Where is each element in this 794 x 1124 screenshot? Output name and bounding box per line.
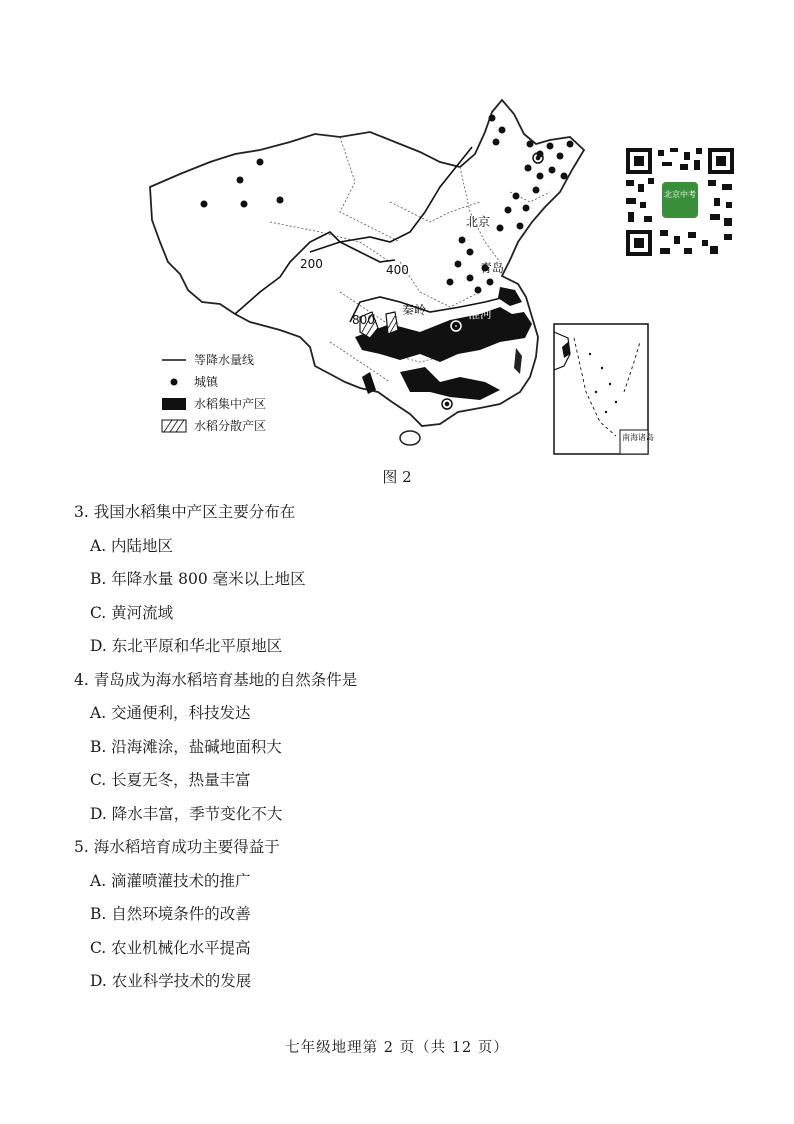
- option-b: B. 沿海滩涂，盐碱地面积大: [90, 737, 282, 756]
- legend-concentrated-swatch: [162, 398, 186, 410]
- qr-badge-text: 北京中考: [664, 190, 696, 199]
- legend-isohyet-label: 等降水量线: [194, 353, 255, 367]
- place-label-qinling: 秦岭: [402, 303, 427, 317]
- south-china-sea-inset: [554, 324, 654, 454]
- option-c: C. 长夏无冬，热量丰富: [90, 771, 251, 789]
- figure-caption: 图 2: [382, 468, 412, 486]
- question-stem: 4. 青岛成为海水稻培育基地的自然条件是: [74, 670, 358, 689]
- option-a: A. 交通便利，科技发达: [90, 704, 251, 722]
- qr-code: [624, 146, 736, 258]
- legend-town-swatch: [171, 379, 178, 386]
- option-a: A. 内陆地区: [90, 536, 174, 555]
- china-rice-map: [140, 92, 660, 464]
- hainan-island: [400, 431, 420, 445]
- isohyet-label-200: 200: [300, 257, 323, 271]
- option-d: D. 农业科学技术的发展: [90, 972, 252, 990]
- question-3: [74, 496, 734, 664]
- place-label-beijing: 北京: [466, 215, 491, 229]
- rice-concentrated-areas: [355, 287, 532, 400]
- taiwan-island: [514, 348, 522, 374]
- map-svg: [140, 92, 660, 464]
- question-stem: 3. 我国水稻集中产区主要分布在: [74, 503, 296, 521]
- page-footer: 七年级地理第 2 页（共 12 页）: [285, 1040, 509, 1056]
- option-d: D. 东北平原和华北平原地区: [90, 637, 283, 655]
- inset-label: 南海诸岛: [622, 433, 654, 442]
- map-legend: [162, 352, 266, 433]
- question-5: [74, 831, 734, 999]
- legend-town-label: 城镇: [194, 375, 219, 389]
- isohyet-label-400: 400: [386, 263, 409, 277]
- option-c: C. 黄河流域: [90, 603, 174, 622]
- legend-concentrated-label: 水稻集中产区: [194, 397, 267, 411]
- isohyet-200: [235, 232, 395, 314]
- isohyet-lines: [235, 147, 505, 322]
- isohyet-label-800: 800: [352, 313, 375, 327]
- place-label-huaihe: 淮河: [468, 307, 493, 321]
- place-label-qingdao: 青岛: [480, 261, 505, 275]
- question-4: [74, 664, 734, 832]
- option-d: D. 降水丰富，季节变化不大: [90, 804, 283, 823]
- questions-list: [74, 496, 734, 999]
- option-b: B. 自然环境条件的改善: [90, 905, 251, 923]
- option-a: A. 滴灌喷灌技术的推广: [90, 871, 251, 890]
- question-stem: 5. 海水稻培育成功主要得益于: [74, 838, 280, 856]
- option-b: B. 年降水量 800 毫米以上地区: [90, 570, 306, 588]
- legend-scattered-label: 水稻分散产区: [194, 419, 267, 433]
- option-c: C. 农业机械化水平提高: [90, 938, 251, 957]
